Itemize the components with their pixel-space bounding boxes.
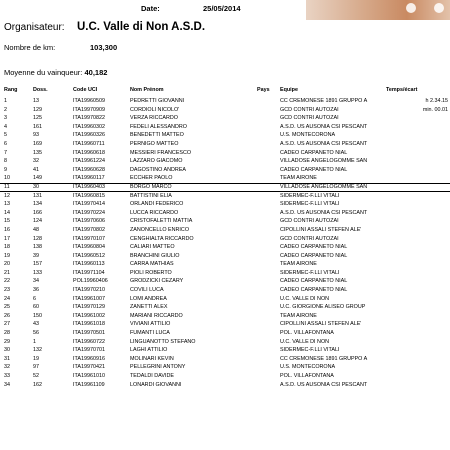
- col-name: Nom Prénom: [130, 87, 164, 93]
- rank-cell: 19: [4, 252, 10, 259]
- rider-name-cell: LINGUANOTTO STEFANO: [130, 338, 196, 345]
- bib-cell: 132: [33, 347, 42, 354]
- table-row: [0, 174, 450, 183]
- uci-code-cell: ITA19970822: [73, 115, 105, 122]
- rider-name-cell: COVILI LUCA: [130, 287, 164, 294]
- team-cell: GCD CONTRI AUTOZAI: [280, 235, 339, 242]
- rider-name-cell: CENGHIALTA RICCARDO: [130, 235, 194, 242]
- table-row: [0, 149, 450, 158]
- uci-code-cell: ITA19970129: [73, 304, 105, 311]
- team-cell: TEAM AIRONE: [280, 312, 317, 319]
- team-cell: A.S.D. US AUSONIA CSI PESCANT: [280, 123, 368, 130]
- team-cell: CIPOLLINI ASSALI STEFEN ALE': [280, 321, 362, 328]
- bib-cell: 129: [33, 106, 42, 113]
- bib-cell: 1: [33, 338, 36, 345]
- uci-code-cell: ITA19970107: [73, 235, 105, 242]
- rider-name-cell: ORLANDI FEDERICO: [130, 201, 184, 208]
- table-row: [0, 355, 450, 364]
- rider-name-cell: ZANETTI ALEX: [130, 304, 168, 311]
- uci-code-cell: ITA19971104: [73, 269, 105, 276]
- uci-code-cell: ITA19960403: [73, 183, 105, 190]
- uci-code-cell: ITA19960628: [73, 166, 105, 173]
- team-cell: A.S.D. US AUSONIA CSI PESCANT: [280, 140, 368, 147]
- table-row: [0, 200, 450, 209]
- rank-cell: 20: [4, 261, 10, 268]
- bib-cell: 43: [33, 321, 39, 328]
- bib-cell: 52: [33, 373, 39, 379]
- team-cell: CADEO CARPANETO NIAL: [280, 244, 348, 251]
- rider-name-cell: LONARDI GIOVANNI: [130, 381, 182, 388]
- rank-cell: 26: [4, 312, 10, 319]
- col-team: Equipe: [280, 87, 298, 93]
- rank-cell: 12: [4, 192, 10, 199]
- table-row: [0, 217, 450, 226]
- bib-cell: 48: [33, 226, 39, 233]
- rider-name-cell: PEDRETTI GIOVANNI: [130, 98, 185, 104]
- bib-cell: 6: [33, 295, 36, 302]
- uci-code-cell: ITA19960326: [73, 132, 105, 139]
- uci-code-cell: ITA19970606: [73, 218, 105, 225]
- rank-cell: 3: [4, 115, 7, 122]
- table-row: [0, 363, 450, 372]
- rider-name-cell: PIOLI ROBERTO: [130, 269, 172, 276]
- table-row: [0, 106, 450, 115]
- table-row: [0, 243, 450, 252]
- team-cell: SIDERMEC-F.LLI VITALI: [280, 201, 340, 208]
- team-cell: A.S.D. US AUSONIA CSI PESCANT: [280, 209, 368, 216]
- uci-code-cell: ITA19970701: [73, 347, 105, 354]
- uci-code-cell: ITA19960815: [73, 192, 105, 199]
- team-cell: U.S. MONTECORONA: [280, 364, 336, 371]
- team-cell: U.C. GIORGIONE ALISEO GROUP: [280, 304, 366, 311]
- team-cell: SIDERMEC-F.LLI VITALI: [280, 269, 340, 276]
- rank-cell: 2: [4, 106, 7, 113]
- rider-name-cell: BORGO MARCO: [130, 183, 172, 190]
- rider-name-cell: CORDIOLI NICOLO': [130, 106, 180, 113]
- rank-cell: 25: [4, 304, 10, 311]
- bib-cell: 157: [33, 261, 42, 268]
- table-header: [0, 87, 450, 97]
- rider-name-cell: LAZZARO GIACOMO: [130, 158, 183, 165]
- team-cell: TEAM AIRONE: [280, 261, 317, 268]
- time-cell: h 2.34.15: [425, 98, 448, 104]
- table-row: [0, 338, 450, 347]
- uci-code-cell: ITA19960618: [73, 149, 105, 156]
- bib-cell: 161: [33, 123, 42, 130]
- rider-name-cell: LAGHI ATTILIO: [130, 347, 168, 354]
- table-row: [0, 166, 450, 175]
- team-cell: U.C. VALLE DI NON: [280, 338, 330, 345]
- rider-name-cell: BATTISTINI ELIA: [130, 192, 172, 199]
- col-uci: Code UCI: [73, 87, 98, 93]
- team-cell: CC CREMONESE 1891 GRUPPO A: [280, 98, 368, 104]
- average-speed-label: Moyenne du vainqueur:: [4, 68, 83, 77]
- rider-name-cell: MOLINARI KEVIN: [130, 355, 174, 362]
- rank-cell: 6: [4, 140, 7, 147]
- rider-name-cell: LOMI ANDREA: [130, 295, 167, 302]
- rank-cell: 34: [4, 381, 10, 388]
- rider-name-cell: CALIARI MATTEO: [130, 244, 175, 251]
- date-value: 25/05/2014: [203, 4, 241, 13]
- uci-code-cell: ITA19961224: [73, 158, 105, 165]
- rank-cell: 16: [4, 226, 10, 233]
- table-row: [0, 381, 450, 390]
- team-cell: POL. VILLAFONTANA: [280, 373, 334, 379]
- uci-code-cell: ITA19960916: [73, 355, 105, 362]
- uci-code-cell: ITA19960117: [73, 175, 105, 182]
- rank-cell: 31: [4, 355, 10, 362]
- rider-name-cell: MESSIERI FRANCESCO: [130, 149, 192, 156]
- uci-code-cell: ITA19961018: [73, 321, 105, 328]
- rider-name-cell: MARIANI RICCARDO: [130, 312, 183, 319]
- rank-cell: 9: [4, 166, 7, 173]
- distance-label: Nombre de km:: [4, 43, 56, 52]
- rank-cell: 4: [4, 123, 7, 130]
- rank-cell: 15: [4, 218, 10, 225]
- uci-code-cell: ITA19970210: [73, 287, 105, 294]
- uci-code-cell: ITA19970802: [73, 226, 105, 233]
- team-cell: A.S.D. US AUSONIA CSI PESCANT: [280, 381, 368, 388]
- rank-cell: 24: [4, 295, 10, 302]
- team-cell: CIPOLLINI ASSALI STEFEN ALE': [280, 226, 362, 233]
- uci-code-cell: ITA19961010: [73, 373, 105, 379]
- bib-cell: 166: [33, 209, 42, 216]
- organizer-label: Organisateur:: [4, 22, 65, 33]
- rank-cell: 17: [4, 235, 10, 242]
- uci-code-cell: ITA19960711: [73, 140, 105, 147]
- time-cell: min. 00.01: [422, 106, 448, 113]
- rank-cell: 27: [4, 321, 10, 328]
- average-speed-value: 40,182: [84, 68, 108, 77]
- organizer-value: U.C. Valle di Non A.S.D.: [77, 21, 206, 33]
- rank-cell: 33: [4, 373, 10, 379]
- bib-cell: 138: [33, 244, 42, 251]
- bib-cell: 60: [33, 304, 39, 311]
- bib-cell: 32: [33, 158, 39, 165]
- rider-name-cell: VERZA RICCARDO: [130, 115, 178, 122]
- date-label: Date:: [141, 4, 160, 13]
- rank-cell: 7: [4, 149, 7, 156]
- table-row: [0, 295, 450, 304]
- bib-cell: 124: [33, 218, 42, 225]
- team-cell: CADEO CARPANETO NIAL: [280, 287, 348, 294]
- uci-code-cell: POL19960406: [73, 278, 108, 285]
- table-row: [0, 123, 450, 132]
- uci-code-cell: ITA19961007: [73, 295, 105, 302]
- table-row: [0, 235, 450, 244]
- table-row: [0, 320, 450, 329]
- table-row: [0, 260, 450, 269]
- rank-cell: 28: [4, 330, 10, 337]
- bib-cell: 128: [33, 235, 42, 242]
- uci-code-cell: ITA19960722: [73, 338, 105, 345]
- uci-code-cell: ITA19970421: [73, 364, 105, 371]
- rank-cell: 30: [4, 347, 10, 354]
- team-cell: CADEO CARPANETO NIAL: [280, 166, 348, 173]
- team-cell: VILLADOSE ANGELOGOMME SAN: [280, 183, 368, 190]
- team-cell: SIDERMEC-F.LLI VITALI: [280, 192, 340, 199]
- rider-name-cell: FUMANTI LUCA: [130, 330, 170, 337]
- team-cell: CADEO CARPANETO NIAL: [280, 149, 348, 156]
- rider-name-cell: CARRA MATHIAS: [130, 261, 174, 268]
- uci-code-cell: ITA19960804: [73, 244, 105, 251]
- rank-cell: 18: [4, 244, 10, 251]
- bib-cell: 149: [33, 175, 42, 182]
- rank-cell: 14: [4, 209, 10, 216]
- table-row: [0, 286, 450, 295]
- bib-cell: 93: [33, 132, 39, 139]
- distance-value: 103,300: [90, 43, 118, 52]
- rank-cell: 22: [4, 278, 10, 285]
- team-cell: U.S. MONTECORONA: [280, 132, 336, 139]
- team-cell: CC CREMONESE 1891 GRUPPO A: [280, 355, 368, 362]
- rank-cell: 32: [4, 364, 10, 371]
- table-row: [0, 157, 450, 166]
- team-cell: POL. VILLAFONTANA: [280, 330, 334, 337]
- rank-cell: 10: [4, 175, 10, 182]
- bib-cell: 169: [33, 140, 42, 147]
- table-row: [0, 372, 450, 381]
- table-row: [0, 329, 450, 338]
- bib-cell: 56: [33, 330, 39, 337]
- bib-cell: 162: [33, 381, 42, 388]
- rider-name-cell: ECCHER PAOLO: [130, 175, 173, 182]
- bib-cell: 97: [33, 364, 39, 371]
- table-row: [0, 183, 450, 192]
- team-cell: GCD CONTRI AUTOZAI: [280, 218, 339, 225]
- table-row: [0, 226, 450, 235]
- rider-name-cell: FEDELI ALESSANDRO: [130, 123, 187, 130]
- uci-code-cell: ITA19960512: [73, 252, 105, 259]
- col-time: Temps/écart: [386, 87, 418, 93]
- table-row: [0, 140, 450, 149]
- table-row: [0, 252, 450, 261]
- col-pays: Pays: [257, 87, 270, 93]
- table-row: [0, 312, 450, 321]
- bib-cell: 36: [33, 287, 39, 294]
- bib-cell: 133: [33, 269, 42, 276]
- team-cell: U.C. VALLE DI NON: [280, 295, 330, 302]
- table-row: [0, 131, 450, 140]
- table-row: [0, 209, 450, 218]
- rider-name-cell: BRANCHINI GIULIO: [130, 252, 180, 259]
- rider-name-cell: ZANONCELLO ENRICO: [130, 226, 190, 233]
- uci-code-cell: ITA19960509: [73, 98, 105, 104]
- team-cell: GCD CONTRI AUTOZAI: [280, 106, 339, 113]
- team-cell: CADEO CARPANETO NIAL: [280, 278, 348, 285]
- bib-cell: 134: [33, 201, 42, 208]
- table-row: [0, 277, 450, 286]
- rank-cell: 1: [4, 98, 7, 104]
- bib-cell: 135: [33, 149, 42, 156]
- bib-cell: 125: [33, 115, 42, 122]
- rider-name-cell: CRISTOFALETTI MATTIA: [130, 218, 193, 225]
- bib-cell: 39: [33, 252, 39, 259]
- bib-cell: 30: [33, 183, 39, 190]
- table-row: [0, 269, 450, 278]
- col-rank: Rang: [4, 87, 18, 93]
- logo-image: [306, 0, 450, 20]
- uci-code-cell: ITA19970414: [73, 201, 105, 208]
- bib-cell: 19: [33, 355, 39, 362]
- team-cell: VILLADOSE ANGELOGOMME SAN: [280, 158, 368, 165]
- rider-name-cell: DAGOSTINO ANDREA: [130, 166, 187, 173]
- uci-code-cell: ITA19961002: [73, 312, 105, 319]
- uci-code-cell: ITA19970909: [73, 106, 105, 113]
- rank-cell: 11: [4, 183, 10, 190]
- team-cell: CADEO CARPANETO NIAL: [280, 252, 348, 259]
- rider-name-cell: TEDALDI DAVIDE: [130, 373, 174, 379]
- bib-cell: 150: [33, 312, 42, 319]
- table-row: [0, 114, 450, 123]
- table-row: [0, 97, 450, 106]
- team-cell: TEAM AIRONE: [280, 175, 317, 182]
- rider-name-cell: LUCCA RICCARDO: [130, 209, 179, 216]
- bib-cell: 41: [33, 166, 39, 173]
- rank-cell: 21: [4, 269, 10, 276]
- team-cell: GCD CONTRI AUTOZAI: [280, 115, 339, 122]
- uci-code-cell: ITA19970224: [73, 209, 105, 216]
- col-doss: Doss.: [33, 87, 48, 93]
- rank-cell: 8: [4, 158, 7, 165]
- team-cell: SIDERMEC-F.LLI VITALI: [280, 347, 340, 354]
- uci-code-cell: ITA19961109: [73, 381, 105, 388]
- rank-cell: 13: [4, 201, 10, 208]
- results-table: [0, 97, 450, 389]
- uci-code-cell: ITA19960302: [73, 123, 105, 130]
- bib-cell: 34: [33, 278, 39, 285]
- uci-code-cell: ITA19960113: [73, 261, 105, 268]
- uci-code-cell: ITA19970501: [73, 330, 105, 337]
- average-speed: [4, 68, 107, 77]
- table-row: [0, 192, 450, 201]
- rider-name-cell: PERNIGO MATTEO: [130, 140, 179, 147]
- rider-name-cell: PELLEGRINI ANTONY: [130, 364, 186, 371]
- table-row: [0, 303, 450, 312]
- rank-cell: 5: [4, 132, 7, 139]
- rank-cell: 23: [4, 287, 10, 294]
- bib-cell: 13: [33, 98, 39, 104]
- rank-cell: 29: [4, 338, 10, 345]
- rider-name-cell: VIVIANI ATTILIO: [130, 321, 171, 328]
- table-row: [0, 346, 450, 355]
- rider-name-cell: BENEDETTI MATTEO: [130, 132, 184, 139]
- rider-name-cell: GRODZICKI CEZARY: [130, 278, 184, 285]
- bib-cell: 131: [33, 192, 42, 199]
